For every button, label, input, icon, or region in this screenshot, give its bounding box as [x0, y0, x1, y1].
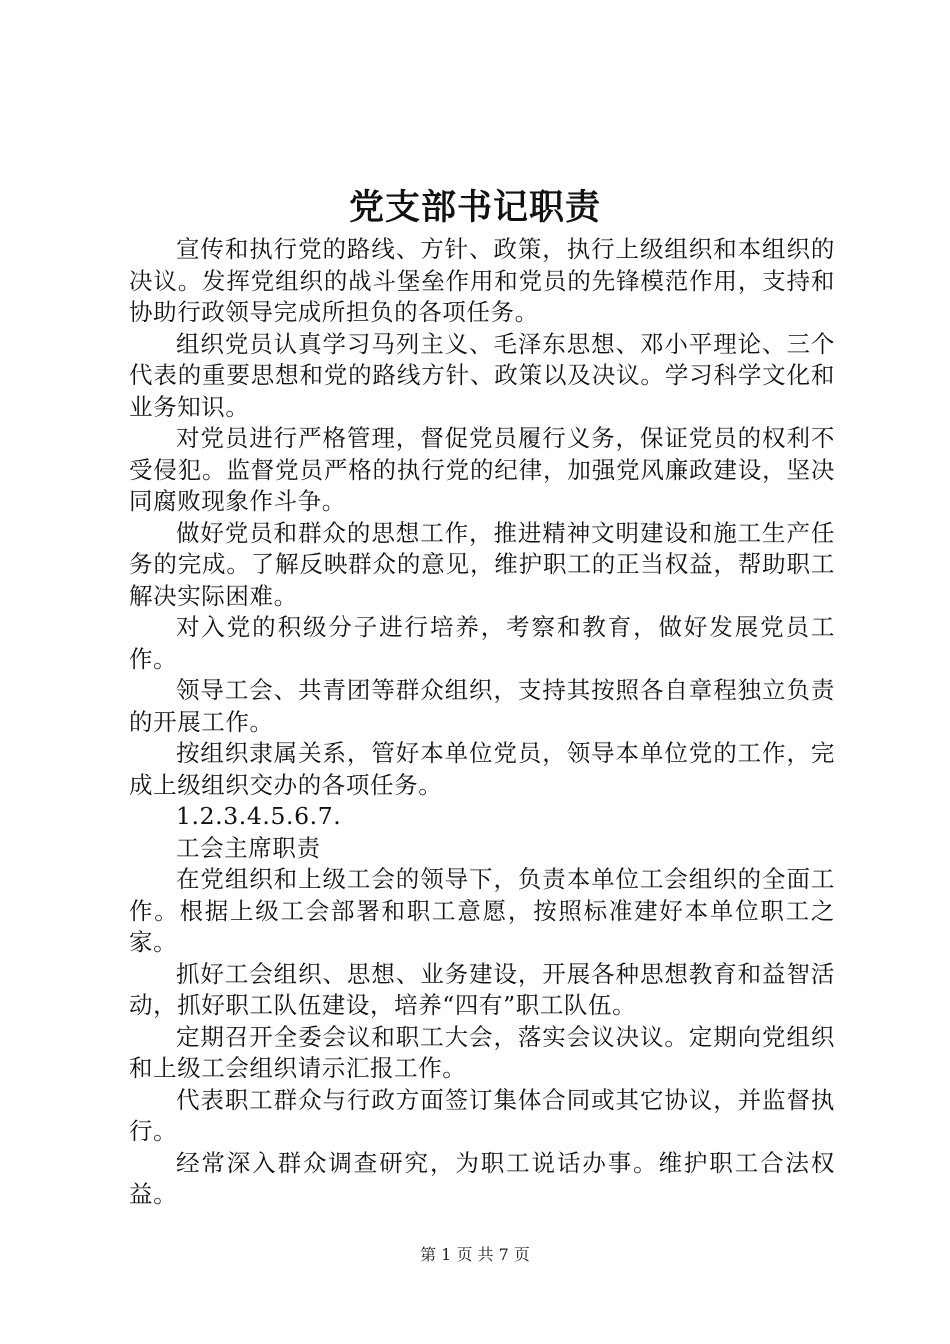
paragraph: 定期召开全委会议和职工大会，落实会议决议。定期向党组织和上级工会组织请示汇报工作。: [129, 1022, 835, 1082]
paragraph: 抓好工会组织、思想、业务建设，开展各种思想教育和益智活动，抓好职工队伍建设，培养“四有”职工队伍。: [129, 959, 835, 1019]
document-body: [129, 234, 835, 1211]
paragraph: 宣传和执行党的路线、方针、政策，执行上级组织和本组织的决议。发挥党组织的战斗堡垒作用和党员的先锋模范作用，支持和协助行政领导完成所担负的各项任务。: [129, 235, 835, 326]
page-title: 党支部书记职责: [348, 187, 601, 228]
paragraph: 对党员进行严格管理，督促党员履行义务，保证党员的权利不受侵犯。监督党员严格的执行党的纪律，加强党风廉政建设，坚决同腐败现象作斗争。: [129, 424, 835, 515]
section-heading: 工会主席职责: [176, 833, 321, 862]
paragraph: 做好党员和群众的思想工作，推进精神文明建设和施工生产任务的完成。了解反映群众的意见，维护职工的正当权益，帮助职工解决实际困难。: [129, 518, 835, 610]
paragraph: 经常深入群众调查研究，为职工说话办事。维护职工合法权益。: [129, 1148, 835, 1208]
paragraph: 领导工会、共青团等群众组织，支持其按照各自章程独立负责的开展工作。: [129, 676, 835, 736]
paragraph: 代表职工群众与行政方面签订集体合同或其它协议，并监督执行。: [129, 1085, 835, 1145]
paragraph: 对入党的积级分子进行培养，考察和教育，做好发展党员工作。: [129, 613, 835, 673]
paragraph: 在党组织和上级工会的领导下，负责本单位工会组织的全面工作。根据上级工会部署和职工意愿，按照标准建好本单位职工之家。: [129, 865, 835, 956]
numbered-list-line: 1.2.3.4.5.6.7.: [176, 802, 342, 830]
paragraph: 按组织隶属关系，管好本单位党员，领导本单位党的工作，完成上级组织交办的各项任务。: [129, 739, 835, 799]
page-number-footer: 第 1 页 共 7 页: [420, 1245, 530, 1264]
paragraph: 组织党员认真学习马列主义、毛泽东思想、邓小平理论、三个代表的重要思想和党的路线方针、政策以及决议。学习科学文化和业务知识。: [129, 329, 835, 421]
